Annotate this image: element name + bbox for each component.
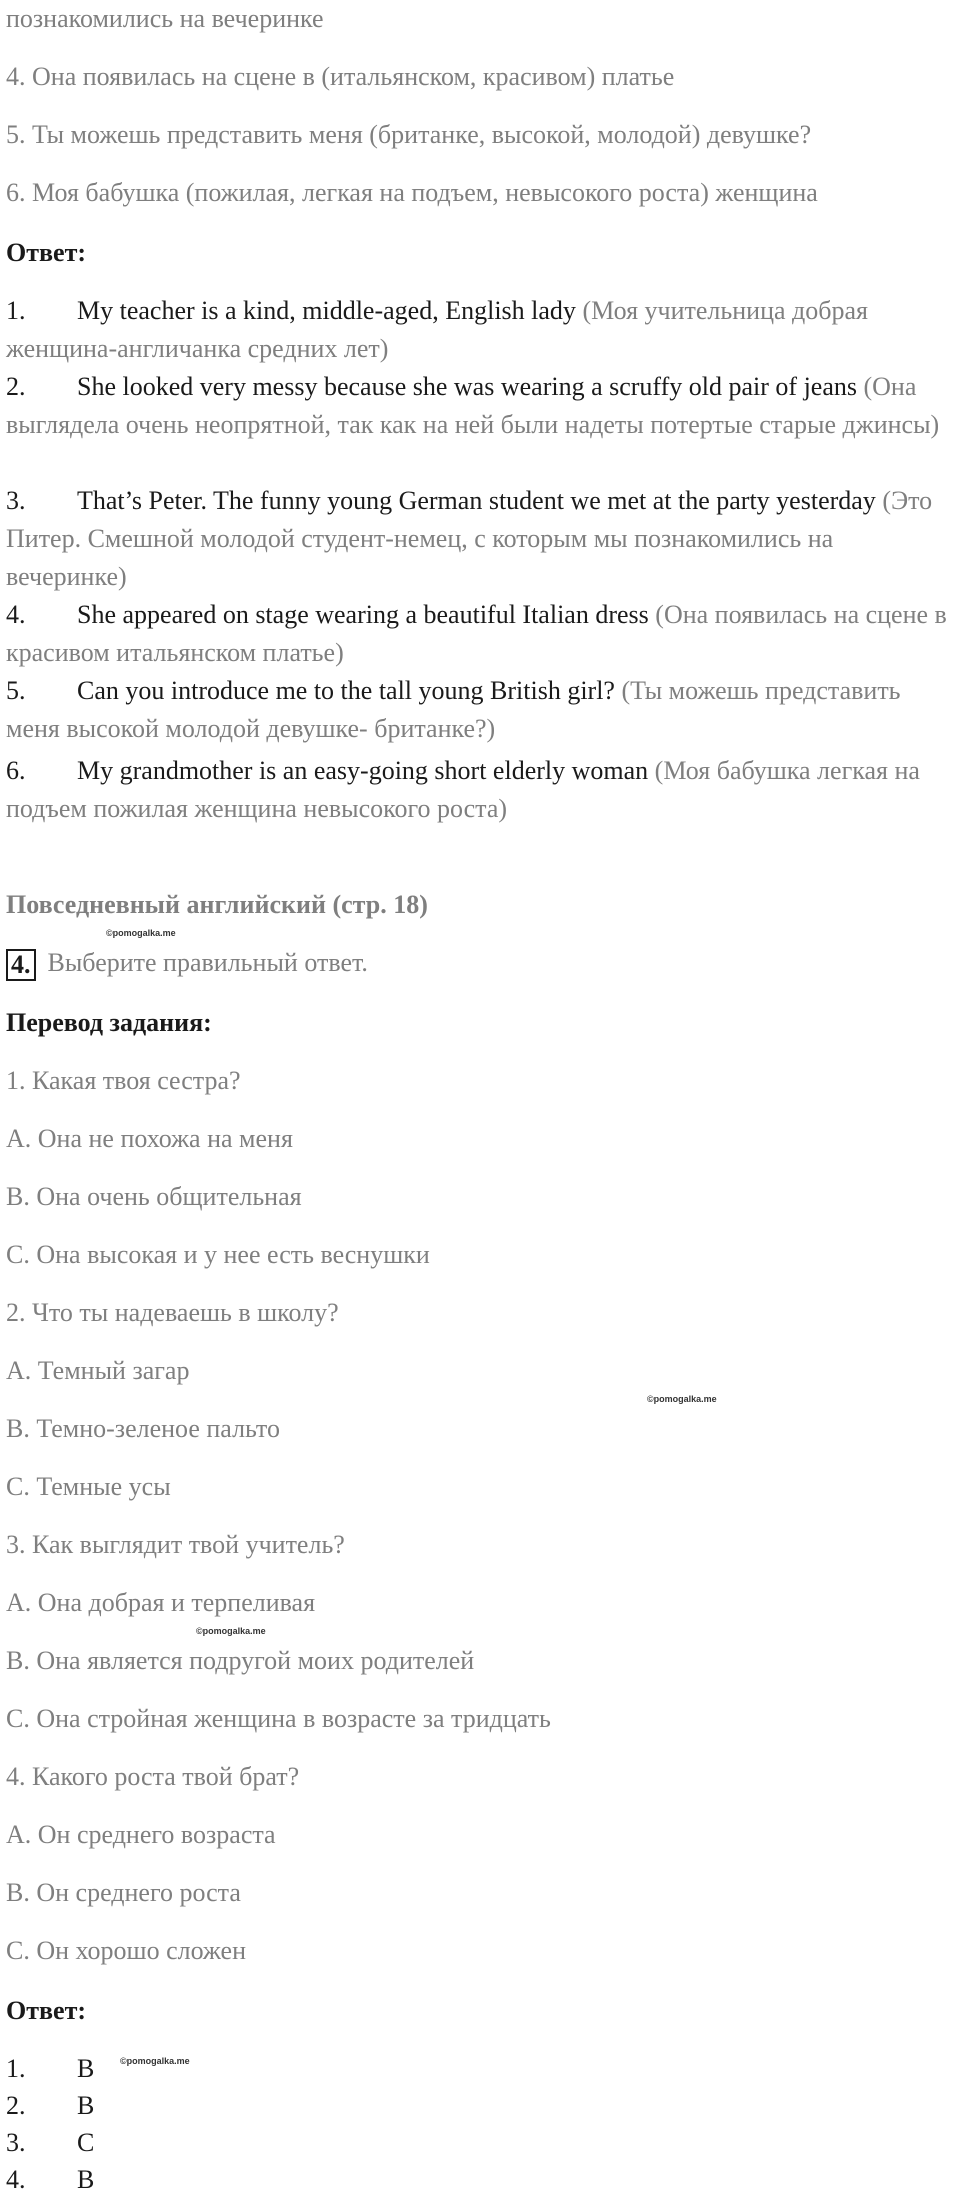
final-answer-number: 1. [6, 2054, 26, 2083]
final-answer-value: B [77, 2054, 95, 2083]
watermark: ©pomogalka.me [647, 1394, 717, 1404]
answer-number: 1. [6, 296, 26, 325]
question-line: 1. Какая твоя сестра? [6, 1066, 241, 1095]
option-line: C. Он хорошо сложен [6, 1936, 247, 1965]
task-number: 4. [6, 949, 36, 981]
task-text: Выберите правильный ответ. [47, 948, 368, 977]
option-line: A. Он среднего возраста [6, 1820, 276, 1849]
answer-number: 6. [6, 756, 26, 785]
answer-number: 4. [6, 600, 26, 629]
option-line: A. Она не похожа на меня [6, 1124, 293, 1153]
answer-item [6, 292, 956, 368]
final-answer-value: C [77, 2128, 95, 2157]
final-answer-row [6, 2124, 95, 2162]
answer-number: 5. [6, 676, 26, 705]
option-line: A. Темный загар [6, 1356, 190, 1385]
final-answer-row [6, 2087, 95, 2125]
answer-english: She looked very messy because she was wearing a scruffy old pair of jeans [77, 372, 857, 401]
question-line: 3. Как выглядит твой учитель? [6, 1530, 345, 1559]
watermark: ©pomogalka.me [120, 2056, 190, 2066]
final-answer-row [6, 2161, 95, 2199]
intro-line: познакомились на вечеринке [6, 4, 324, 33]
final-answer-value: B [77, 2091, 95, 2120]
question-line: 2. Что ты надеваешь в школу? [6, 1298, 339, 1327]
answer-russian: (Она выглядела очень неопрятной, так как на ней были надеты потертые старые джинсы) [6, 372, 940, 439]
answer-item [6, 368, 956, 444]
intro-line: 4. Она появилась на сцене в (итальянском, красивом) платье [6, 62, 675, 91]
translation-heading: Перевод задания: [6, 1008, 212, 1037]
option-line: B. Она очень общительная [6, 1182, 302, 1211]
intro-line: 5. Ты можешь представить меня (британке, высокой, молодой) девушке? [6, 120, 812, 149]
watermark: ©pomogalka.me [106, 928, 176, 938]
answer-item [6, 752, 956, 828]
answer-russian: (Ты можешь представить меня высокой молодой девушке- британке?) [6, 676, 901, 743]
intro-line: 6. Моя бабушка (пожилая, легкая на подъем, невысокого роста) женщина [6, 178, 818, 207]
section-title: Повседневный английский (стр. 18) [6, 890, 428, 919]
answer-english: My grandmother is an easy-going short elderly woman [77, 756, 649, 785]
answer-russian: (Моя учительница добрая женщина-англичанка средних лет) [6, 296, 868, 363]
answer-item [6, 672, 956, 748]
option-line: B. Он среднего роста [6, 1878, 241, 1907]
watermark: ©pomogalka.me [196, 1626, 266, 1636]
answer-item [6, 482, 956, 596]
final-answer-number: 4. [6, 2165, 26, 2194]
answer-item [6, 596, 956, 672]
answer-english: That’s Peter. The funny young German student we met at the party yesterday [77, 486, 876, 515]
answer-heading: Ответ: [6, 238, 87, 267]
answer-english: My teacher is a kind, middle-aged, English lady [77, 296, 576, 325]
answer-english: Can you introduce me to the tall young British girl? [77, 676, 615, 705]
final-answer-number: 3. [6, 2128, 26, 2157]
answer-english: She appeared on stage wearing a beautiful Italian dress [77, 600, 649, 629]
task-line [6, 944, 368, 982]
answer-russian: (Моя бабушка легкая на подъем пожилая женщина невысокого роста) [6, 756, 920, 823]
answer-number: 3. [6, 486, 26, 515]
answer-russian: (Это Питер. Смешной молодой студент-немец, с которым мы познакомились на вечеринке) [6, 486, 933, 591]
answer-number: 2. [6, 372, 26, 401]
final-answer-heading: Ответ: [6, 1996, 87, 2025]
question-line: 4. Какого роста твой брат? [6, 1762, 300, 1791]
final-answer-number: 2. [6, 2091, 26, 2120]
option-line: C. Темные усы [6, 1472, 171, 1501]
answer-russian: (Она появилась на сцене в красивом итальянском платье) [6, 600, 947, 667]
final-answer-row [6, 2050, 95, 2088]
final-answer-value: B [77, 2165, 95, 2194]
option-line: A. Она добрая и терпеливая [6, 1588, 316, 1617]
option-line: C. Она высокая и у нее есть веснушки [6, 1240, 430, 1269]
option-line: B. Темно-зеленое пальто [6, 1414, 280, 1443]
option-line: B. Она является подругой моих родителей [6, 1646, 475, 1675]
option-line: C. Она стройная женщина в возрасте за тридцать [6, 1704, 551, 1733]
